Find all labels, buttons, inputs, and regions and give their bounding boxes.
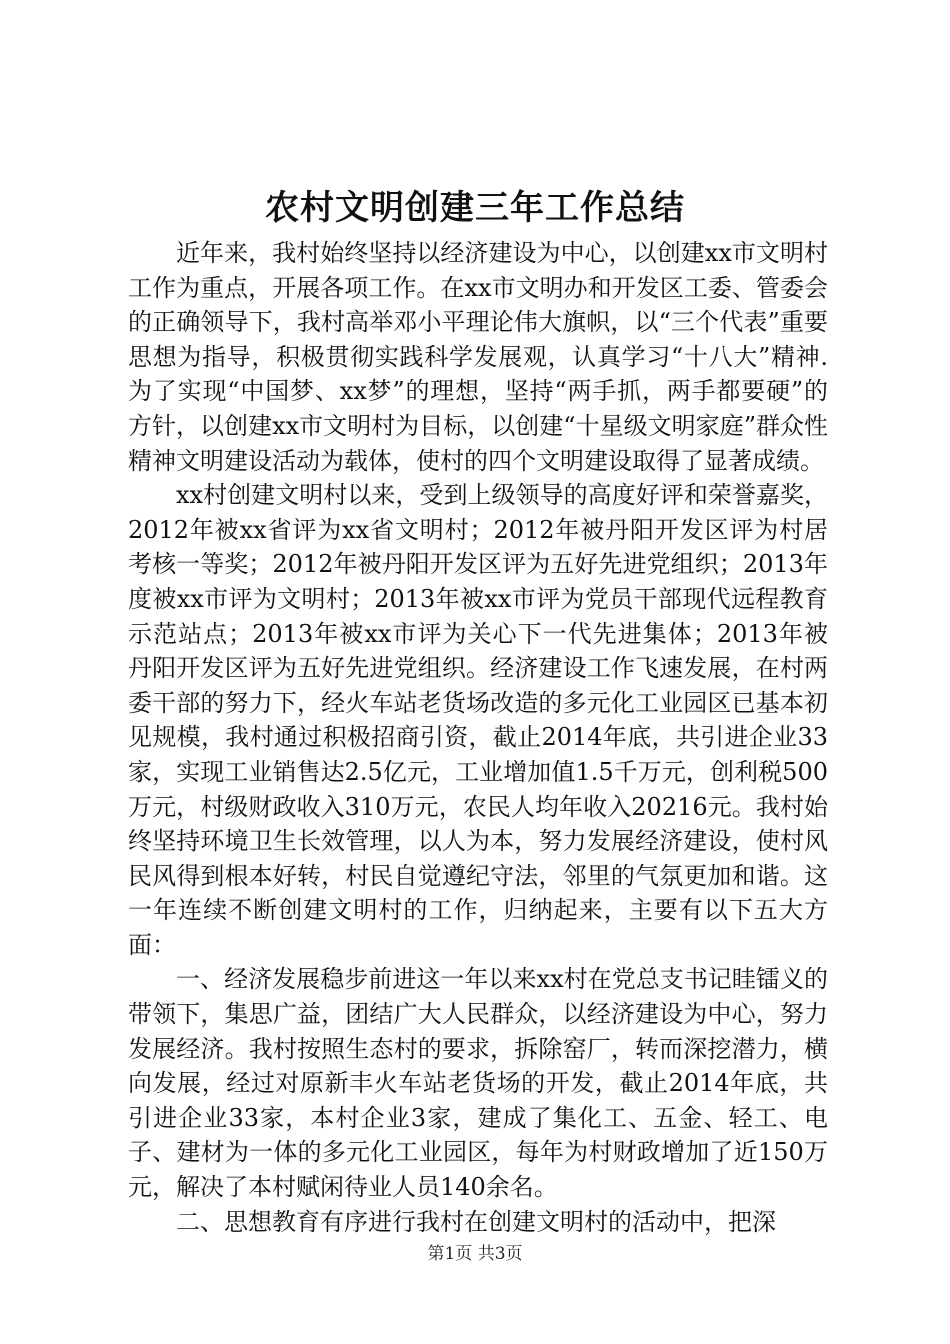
paragraph-intro: 近年来，我村始终坚持以经济建设为中心，以创建xx市文明村工作为重点，开展各项工作。在xx市文明办和开发区工委、管委会的正确领导下，我村高举邓小平理论伟大旗帜，以“三个代表”重要思想为指导，积极贯彻实践科学发展观，认真学习“十八大”精神.为了实现“中国梦、xx梦”的理想，坚持“两手抓，两手都要硬”的方针，以创建xx市文明村为目标，以创建“十星级文明家庭”群众性精神文明建设活动为载体，使村的四个文明建设取得了显著成绩。	[128, 239, 828, 475]
paragraph-education: 二、思想教育有序进行我村在创建文明村的活动中，把深	[176, 1207, 776, 1236]
paragraph-economy: 一、经济发展稳步前进这一年以来xx村在党总支书记眭镭义的带领下，集思广益，团结广大人民群众，以经济建设为中心，努力发展经济。我村按照生态村的要求，拆除窑厂，转而深挖潜力，横向发展，经过对原新丰火车站老货场的开发，截止2014年底，共引进企业33家，本村企业3家，建成了集化工、五金、轻工、电子、建材为一体的多元化工业园区，每年为村财政增加了近150万元，解决了本村赋闲待业人员140余名。	[128, 965, 828, 1202]
document-title: 农村文明创建三年工作总结	[265, 188, 685, 228]
document-body	[128, 236, 828, 1239]
paragraph-honors: xx村创建文明村以来，受到上级领导的高度好评和荣誉嘉奖，2012年被xx省评为xx省文明村；2012年被丹阳开发区评为村居考核一等奖；2012年被丹阳开发区评为五好先进党组织；2013年度被xx市评为文明村；2013年被xx市评为党员干部现代远程教育示范站点；2013年被xx市评为关心下一代先进集体；2013年被丹阳开发区评为五好先进党组织。经济建设工作飞速发展，在村两委干部的努力下，经火车站老货场改造的多元化工业园区已基本初见规模，我村通过积极招商引资，截止2014年底，共引进企业33家，实现工业销售达2.5亿元，工业增加值1.5千万元，创利税500万元，村级财政收入310万元，农民人均年收入20216元。我村始终坚持环境卫生长效管理，以人为本，努力发展经济建设，使村风民风得到根本好转，村民自觉遵纪守法，邻里的气氛更加和谐。这一年连续不断创建文明村的工作，归纳起来，主要有以下五大方面：	[128, 481, 828, 959]
page-footer: 第1页 共3页	[427, 1244, 523, 1264]
